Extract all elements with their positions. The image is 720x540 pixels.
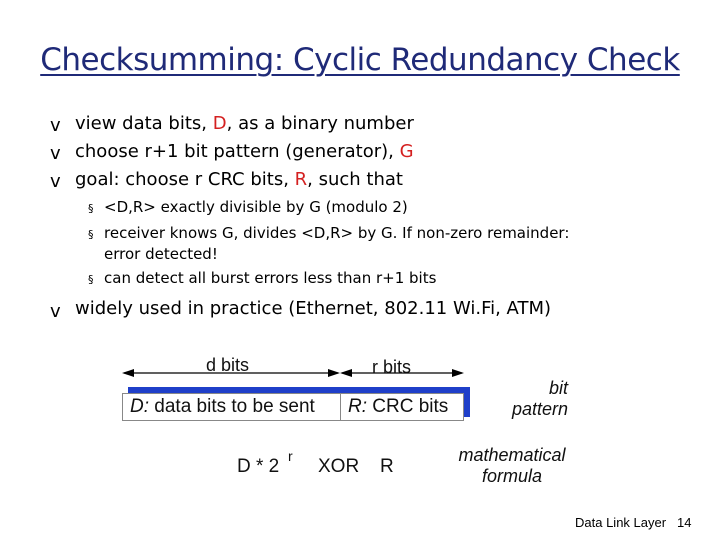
bit-pattern-label: bit pattern (511, 378, 568, 419)
r-bits-label: r bits (372, 357, 412, 377)
bullet-widely-used: widely used in practice (Ethernet, 802.11 Wi.Fi, ATM) (75, 298, 552, 319)
bullet-icon: v (50, 115, 61, 136)
formula-d-times-2: D * 2 (237, 456, 280, 477)
bullet-choose-generator: choose r+1 bit pattern (generator), G (75, 141, 414, 162)
sub-bullet-icon: § (88, 202, 94, 215)
data-bits-field: D: data bits to be sent (130, 396, 315, 417)
sub-bullet-receiver: receiver knows G, divides <D,R> by G. If non-zero remainder: (104, 224, 570, 242)
sub-bullet-icon: § (88, 273, 94, 286)
page-number: 14 (677, 515, 692, 530)
bullet-icon: v (50, 171, 61, 192)
bullet-goal: goal: choose r CRC bits, R, such that (75, 169, 403, 190)
bullet-view-data-bits: view data bits, D, as a binary number (75, 113, 414, 134)
formula-r: R (380, 456, 394, 477)
sub-bullet-divisible: <D,R> exactly divisible by G (modulo 2) (104, 198, 408, 216)
box-divider (340, 393, 341, 421)
sub-bullet-burst-errors: can detect all burst errors less than r+1 bits (104, 269, 437, 287)
sub-bullet-receiver-cont: error detected! (104, 245, 218, 263)
formula-exponent: r (288, 448, 293, 464)
sub-bullet-icon: § (88, 228, 94, 241)
formula-xor: XOR (318, 456, 360, 477)
mathematical-formula-label: mathematical formula (458, 445, 566, 486)
d-bits-label: d bits (206, 355, 250, 375)
slide-title: Checksumming: Cyclic Redundancy Check (40, 42, 680, 78)
bullet-icon: v (50, 143, 61, 164)
bullet-icon: v (50, 301, 61, 322)
footer-section: Data Link Layer (575, 515, 667, 530)
crc-bits-field: R: CRC bits (348, 396, 449, 417)
